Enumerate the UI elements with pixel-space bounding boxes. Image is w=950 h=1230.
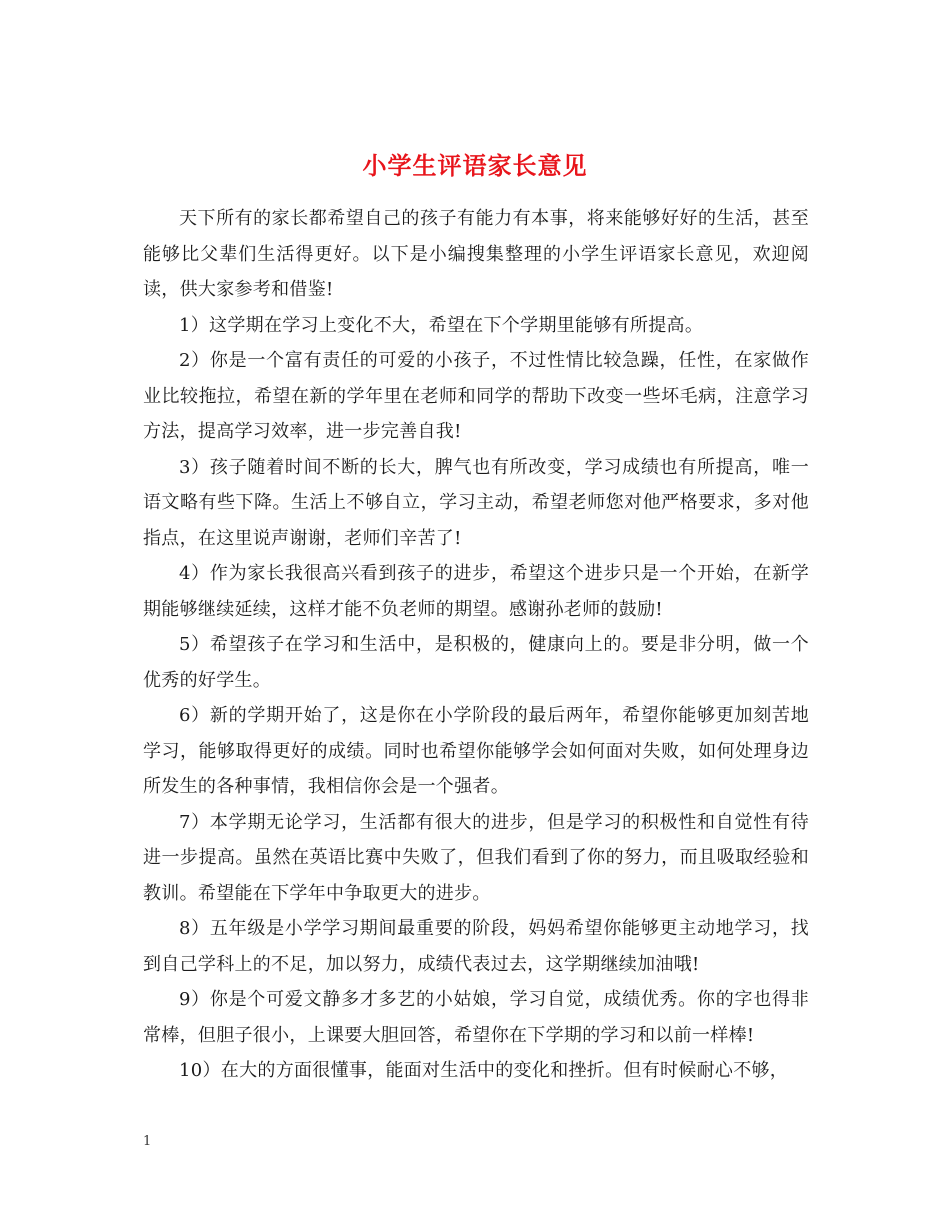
comment-paragraph-8: 8）五年级是小学学习期间最重要的阶段，妈妈希望你能够更主动地学习，找到自己学科上的不足，加以努力，成绩代表过去，这学期继续加油哦!	[143, 918, 809, 975]
comment-paragraph-6: 6）新的学期开始了，这是你在小学阶段的最后两年，希望你能够更加刻苦地学习，能够取得更好的成绩。同时也希望你能够学会如何面对失败，如何处理身边所发生的各种事情，我相信你会是一个强者。	[143, 705, 809, 797]
comment-paragraph-7: 7）本学期无论学习，生活都有很大的进步，但是学习的积极性和自觉性有待进一步提高。虽然在英语比赛中失败了，但我们看到了你的努力，而且吸取经验和教训。希望能在下学年中争取更大的进步。	[143, 811, 809, 904]
page-title: 小学生评语家长意见	[362, 151, 588, 181]
comment-paragraph-2: 2）你是一个富有责任的可爱的小孩子，不过性情比较急躁，任性，在家做作业比较拖拉，希望在新的学年里在老师和同学的帮助下改变一些坏毛病，注意学习方法，提高学习效率，进一步完善自我!	[143, 350, 809, 442]
intro-paragraph: 天下所有的家长都希望自己的孩子有能力有本事，将来能够好好的生活，甚至能够比父辈们生活得更好。以下是小编搜集整理的小学生评语家长意见，欢迎阅读，供大家参考和借鉴!	[143, 208, 809, 300]
comment-paragraph-9: 9）你是个可爱文静多才多艺的小姑娘，学习自觉，成绩优秀。你的字也得非常棒，但胆子很小，上课要大胆回答，希望你在下学期的学习和以前一样棒!	[143, 989, 809, 1046]
comment-paragraph-1: 1）这学期在学习上变化不大，希望在下个学期里能够有所提高。	[179, 314, 704, 336]
document-body	[143, 201, 809, 1089]
comment-paragraph-4: 4）作为家长我很高兴看到孩子的进步，希望这个进步只是一个开始，在新学期能够继续延续，这样才能不负老师的期望。感谢孙老师的鼓励!	[143, 563, 809, 620]
comment-paragraph-10: 10）在大的方面很懂事，能面对生活中的变化和挫折。但有时候耐心不够，	[179, 1060, 789, 1081]
comment-paragraph-3: 3）孩子随着时间不断的长大，脾气也有所改变，学习成绩也有所提高，唯一语文略有些下降。生活上不够自立，学习主动，希望老师您对他严格要求，多对他指点，在这里说声谢谢，老师们辛苦了!	[143, 456, 809, 549]
comment-paragraph-5: 5）希望孩子在学习和生活中，是积极的，健康向上的。要是非分明，做一个优秀的好学生。	[143, 634, 809, 691]
page-number: 1	[143, 1134, 152, 1149]
